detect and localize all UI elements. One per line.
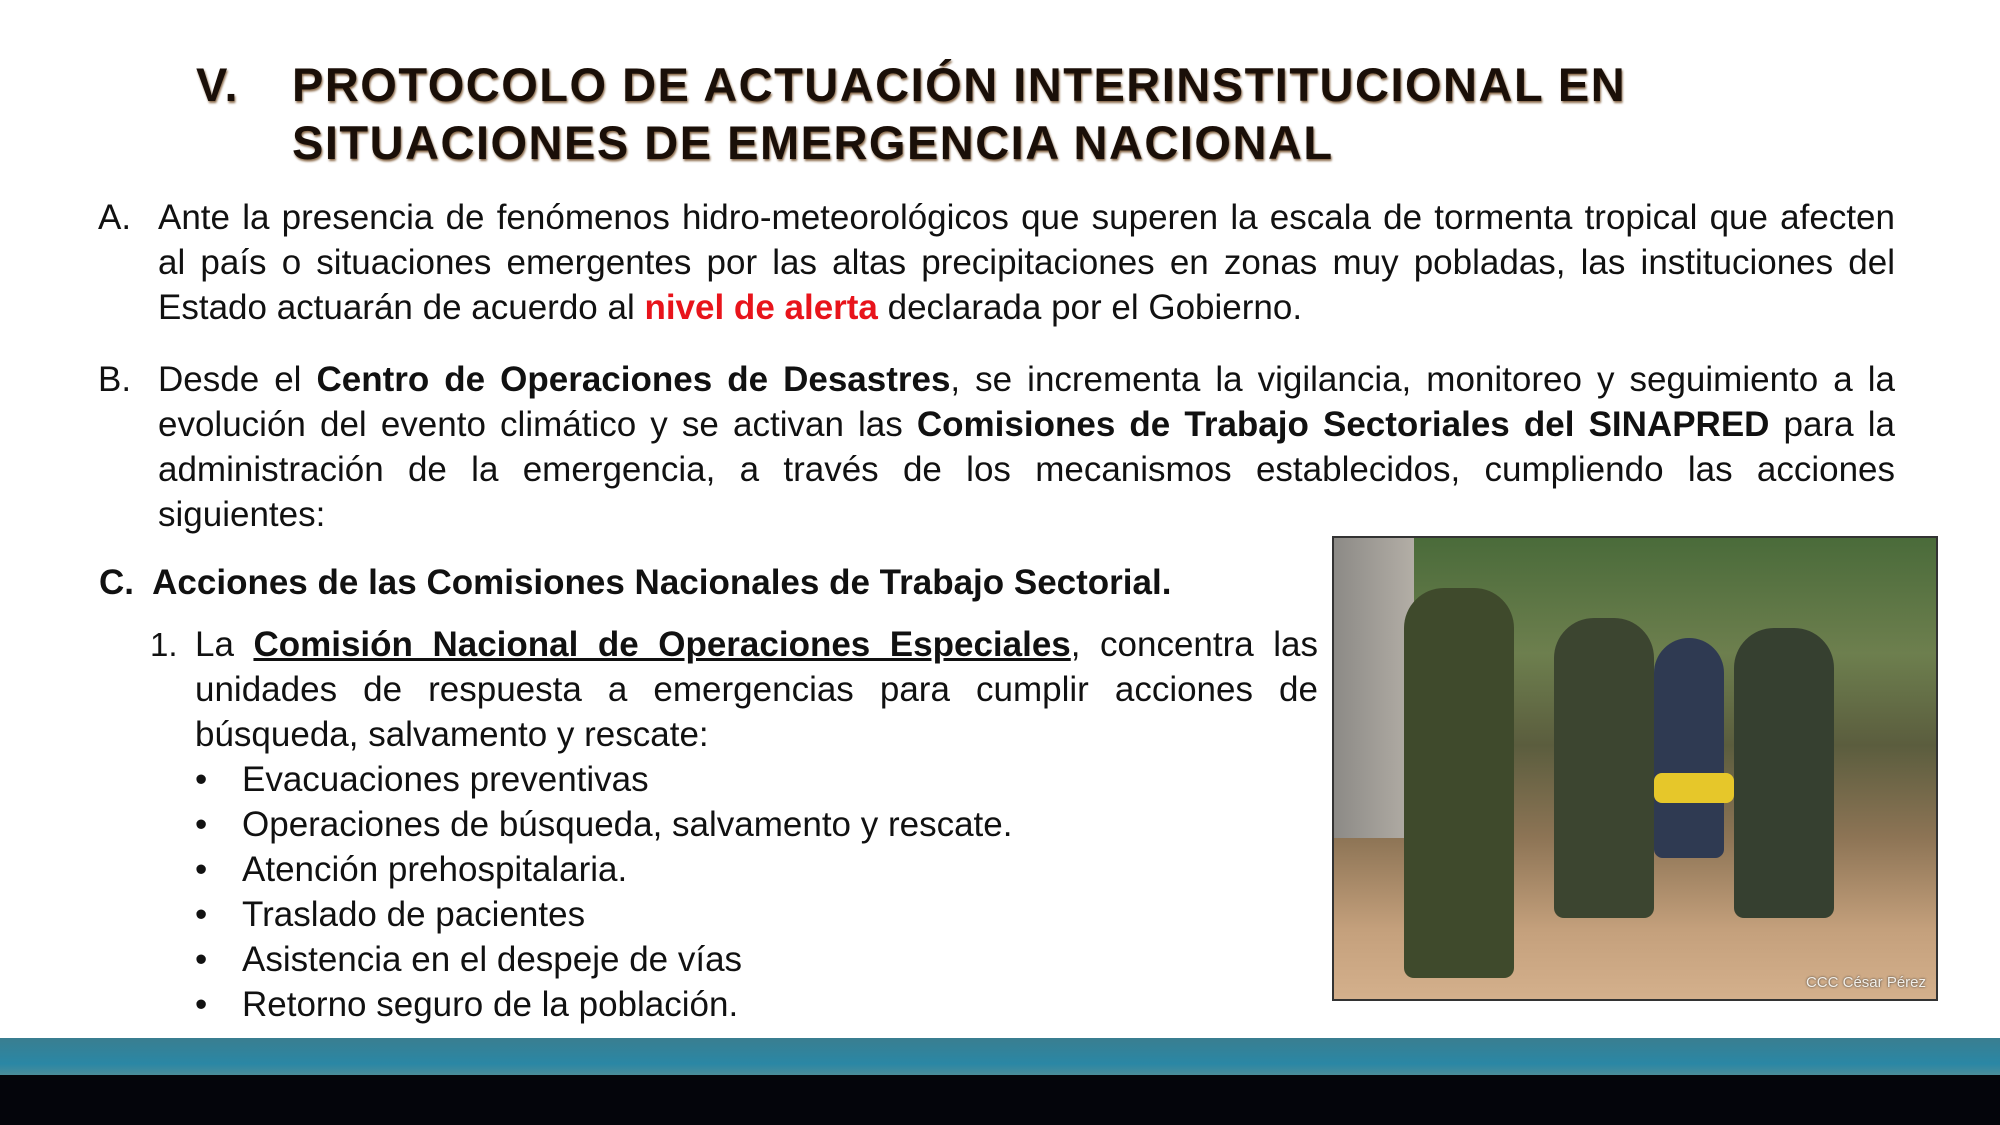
list-item-text: Evacuaciones preventivas	[242, 760, 649, 799]
list-item-text: Operaciones de búsqueda, salvamento y rescate.	[242, 805, 1013, 844]
bullet-icon: •	[195, 760, 208, 799]
bullet-icon: •	[195, 850, 208, 889]
photo-stretcher	[1654, 773, 1734, 803]
list-item	[195, 757, 1012, 802]
title-line-2: SITUACIONES DE EMERGENCIA NACIONAL	[292, 116, 1334, 169]
list-item	[195, 982, 1012, 1027]
list-item-text: Asistencia en el despeje de vías	[242, 940, 743, 979]
commission-name: Comisión Nacional de Operaciones Especiales	[253, 625, 1071, 664]
section-a	[98, 195, 1895, 330]
photo-credit: CCC César Pérez	[1805, 974, 1926, 991]
photo-figure	[1734, 628, 1834, 918]
section-b-text: Desde el	[158, 360, 317, 399]
section-a-label: A.	[98, 198, 132, 237]
section-a-text: Ante la presencia de fenómenos hidro-meteorológicos que superen la escala de tormenta tropical que afecten al país o situaciones emergentes por las altas precipitaciones en zonas muy pobladas, las instituciones del Estado actuarán de acuerdo al	[158, 198, 1895, 327]
alert-level-highlight: nivel de alerta	[644, 288, 878, 327]
photo-figure	[1404, 588, 1514, 978]
item-1-number: 1.	[150, 626, 178, 663]
footer-black-bar	[0, 1075, 2000, 1125]
item-1	[150, 622, 1318, 757]
list-item	[195, 847, 1012, 892]
photo-figure	[1554, 618, 1654, 918]
list-item	[195, 937, 1012, 982]
photo-wall	[1334, 538, 1414, 838]
section-b-text-2: , se incrementa la vigilancia, monitoreo y seguimiento a la evolución del evento climático y se activan las	[158, 360, 1895, 444]
centro-operaciones: Centro de Operaciones de Desastres	[316, 360, 951, 399]
comisiones-sinapred: Comisiones de Trabajo Sectoriales del SINAPRED	[916, 405, 1770, 444]
bullet-icon: •	[195, 895, 208, 934]
photo-figure	[1654, 638, 1724, 858]
section-a-text-end: declarada por el Gobierno.	[877, 288, 1303, 327]
bullet-icon: •	[195, 985, 208, 1024]
list-item	[195, 892, 1012, 937]
item-1-text: , concentra las unidades de respuesta a emergencias para cumplir acciones de búsqueda, salvamento y rescate:	[195, 625, 1318, 754]
section-b	[98, 357, 1895, 537]
section-c-heading	[99, 560, 1171, 605]
bullet-icon: •	[195, 940, 208, 979]
rescue-team-photo	[1332, 536, 1938, 1001]
list-item-text: Traslado de pacientes	[242, 895, 586, 934]
footer-band	[0, 1038, 2000, 1075]
list-item-text: Retorno seguro de la población.	[242, 985, 739, 1024]
title-line-1: PROTOCOLO DE ACTUACIÓN INTERINSTITUCIONAL EN	[292, 58, 1627, 111]
section-c-title: Acciones de las Comisiones Nacionales de Trabajo Sectorial.	[152, 563, 1172, 602]
actions-list	[195, 757, 1012, 1027]
item-1-prefix: La	[195, 625, 254, 664]
section-b-label: B.	[98, 360, 132, 399]
section-b-text-3: para la administración de la emergencia, a través de los mecanismos establecidos, cumpliendo las acciones siguientes:	[158, 405, 1895, 534]
list-item	[195, 802, 1012, 847]
title-number: V.	[196, 58, 240, 111]
bullet-icon: •	[195, 805, 208, 844]
list-item-text: Atención prehospitalaria.	[242, 850, 628, 889]
section-c-label: C.	[99, 563, 134, 602]
